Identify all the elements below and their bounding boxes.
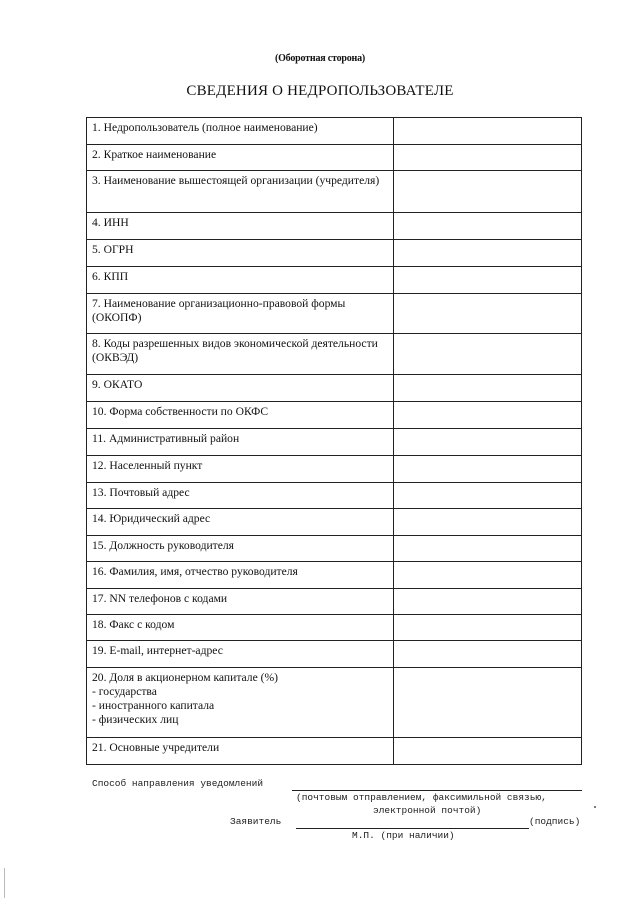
row-label: 7. Наименование организационно-правовой формы (ОКОПФ) (87, 294, 394, 334)
row-label: 5. ОГРН (87, 240, 394, 267)
notify-method-field[interactable] (292, 790, 582, 791)
row-label: 2. Краткое наименование (87, 145, 394, 171)
row-sub-label: - иностранного капитала (92, 699, 215, 712)
row-label: 10. Форма собственности по ОКФС (87, 402, 394, 429)
notify-method-hint-2: электронной почтой) (373, 805, 482, 816)
notify-method-label: Способ направления уведомлений (92, 778, 264, 789)
scan-edge-mark (4, 868, 5, 898)
row-label: 20. Доля в акционерном капитале (%) (92, 671, 279, 684)
row-label: 15. Должность руководителя (87, 536, 394, 562)
row-label: 11. Административный район (87, 429, 394, 456)
row-label: 21. Основные учредители (87, 738, 394, 765)
reverse-side-label: (Оборотная сторона) (274, 53, 366, 64)
row-label: 4. ИНН (87, 213, 394, 240)
row-label: 14. Юридический адрес (87, 509, 394, 536)
row-sub-label: - государства (92, 685, 157, 698)
row-label: 19. E-mail, интернет-адрес (87, 641, 394, 668)
stamp-hint: М.П. (при наличии) (352, 830, 455, 841)
row-label: 3. Наименование вышестоящей организации (учредителя) (87, 171, 394, 213)
row-label: 16. Фамилия, имя, отчество руководителя (87, 562, 394, 589)
row-label: 18. Факс с кодом (87, 615, 394, 641)
signature-field[interactable] (296, 828, 529, 829)
row-label: 8. Коды разрешенных видов экономической деятельности (ОКВЭД) (87, 334, 394, 375)
page-title: СВЕДЕНИЯ О НЕДРОПОЛЬЗОВАТЕЛЕ (186, 83, 454, 99)
notify-method-hint-1: (почтовым отправлением, факсимильной связью, (296, 792, 547, 803)
row-label: 1. Недропользователь (полное наименование) (87, 118, 394, 145)
row-label: 13. Почтовый адрес (87, 483, 394, 509)
row-sub-label: - физических лиц (92, 713, 179, 726)
row-label: 12. Населенный пункт (87, 456, 394, 483)
row-label: 6. КПП (87, 267, 394, 294)
applicant-label: Заявитель (230, 816, 282, 827)
row-label: 17. NN телефонов с кодами (87, 589, 394, 615)
row-label: 9. ОКАТО (87, 375, 394, 402)
signature-hint: (подпись) (529, 816, 581, 827)
scan-speck (594, 806, 596, 808)
